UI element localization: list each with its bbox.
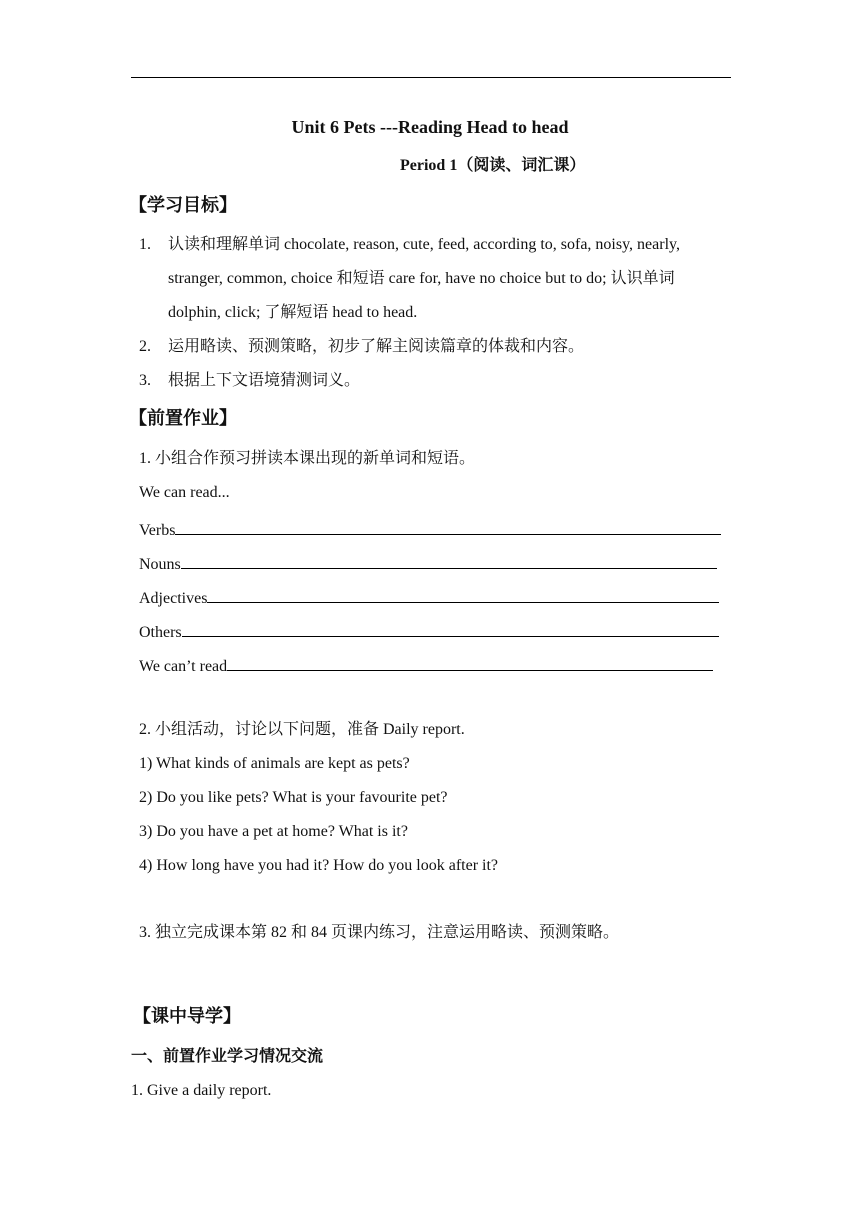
blank-label: Adjectives <box>139 590 208 607</box>
subsection-heading: 一、前置作业学习情况交流 <box>131 1046 324 1065</box>
page-subtitle: Period 1（阅读、词汇课） <box>400 157 586 174</box>
section-heading-inclass: 【课中导学】 <box>133 1006 241 1027</box>
page-title: Unit 6 Pets ---Reading Head to head <box>291 117 569 137</box>
fill-in-blank[interactable] <box>175 519 721 535</box>
task-2: 2. 小组活动，讨论以下问题，准备 Daily report. <box>139 721 465 738</box>
task-1: 1. 小组合作预习拼读本课出现的新单词和短语。 <box>139 450 476 467</box>
blank-label: We can’t read <box>139 658 228 675</box>
objective-line: dolphin, click; 了解短语 head to head. <box>168 304 418 321</box>
blank-label: Verbs <box>139 522 176 539</box>
question-item: 3) Do you have a pet at home? What is it? <box>139 823 408 840</box>
fill-in-blank[interactable] <box>182 621 719 637</box>
objective-item <box>139 237 680 253</box>
question-item: 1) What kinds of animals are kept as pets? <box>139 755 410 772</box>
task-3: 3. 独立完成课本第 82 和 84 页课内练习，注意运用略读、预测策略。 <box>139 924 620 941</box>
blank-line-nouns <box>139 553 717 573</box>
question-item: 4) How long have you had it? How do you look after it? <box>139 857 499 874</box>
objective-item <box>139 373 360 389</box>
objective-number: 2. <box>139 338 151 355</box>
objective-line: 运用略读、预测策略，初步了解主阅读篇章的体裁和内容。 <box>168 338 585 355</box>
fill-in-blank[interactable] <box>227 655 713 671</box>
section-heading-prework: 【前置作业】 <box>129 408 237 429</box>
objective-line: 认读和理解单词 chocolate, reason, cute, feed, according to, sofa, noisy, nearly, <box>168 236 680 253</box>
blank-line-cant-read <box>139 655 713 675</box>
section-heading-objectives: 【学习目标】 <box>129 195 237 216</box>
blank-line-others <box>139 621 719 641</box>
blank-label: Others <box>139 624 182 641</box>
objective-line: 根据上下文语境猜测词义。 <box>168 372 361 389</box>
fill-in-blank[interactable] <box>181 553 717 569</box>
blank-line-verbs <box>139 519 721 539</box>
objective-number: 1. <box>139 236 151 253</box>
question-item: 2) Do you like pets? What is your favourite pet? <box>139 789 448 806</box>
top-rule <box>131 77 731 78</box>
inclass-item-1: 1. Give a daily report. <box>131 1082 272 1099</box>
objective-number: 3. <box>139 372 151 389</box>
blank-line-adjectives <box>139 587 719 607</box>
blank-label: Nouns <box>139 556 181 573</box>
we-can-read: We can read... <box>139 484 230 501</box>
objective-line: stranger, common, choice 和短语 care for, have no choice but to do; 认识单词 <box>168 270 675 287</box>
fill-in-blank[interactable] <box>207 587 719 603</box>
objective-item <box>139 339 584 355</box>
